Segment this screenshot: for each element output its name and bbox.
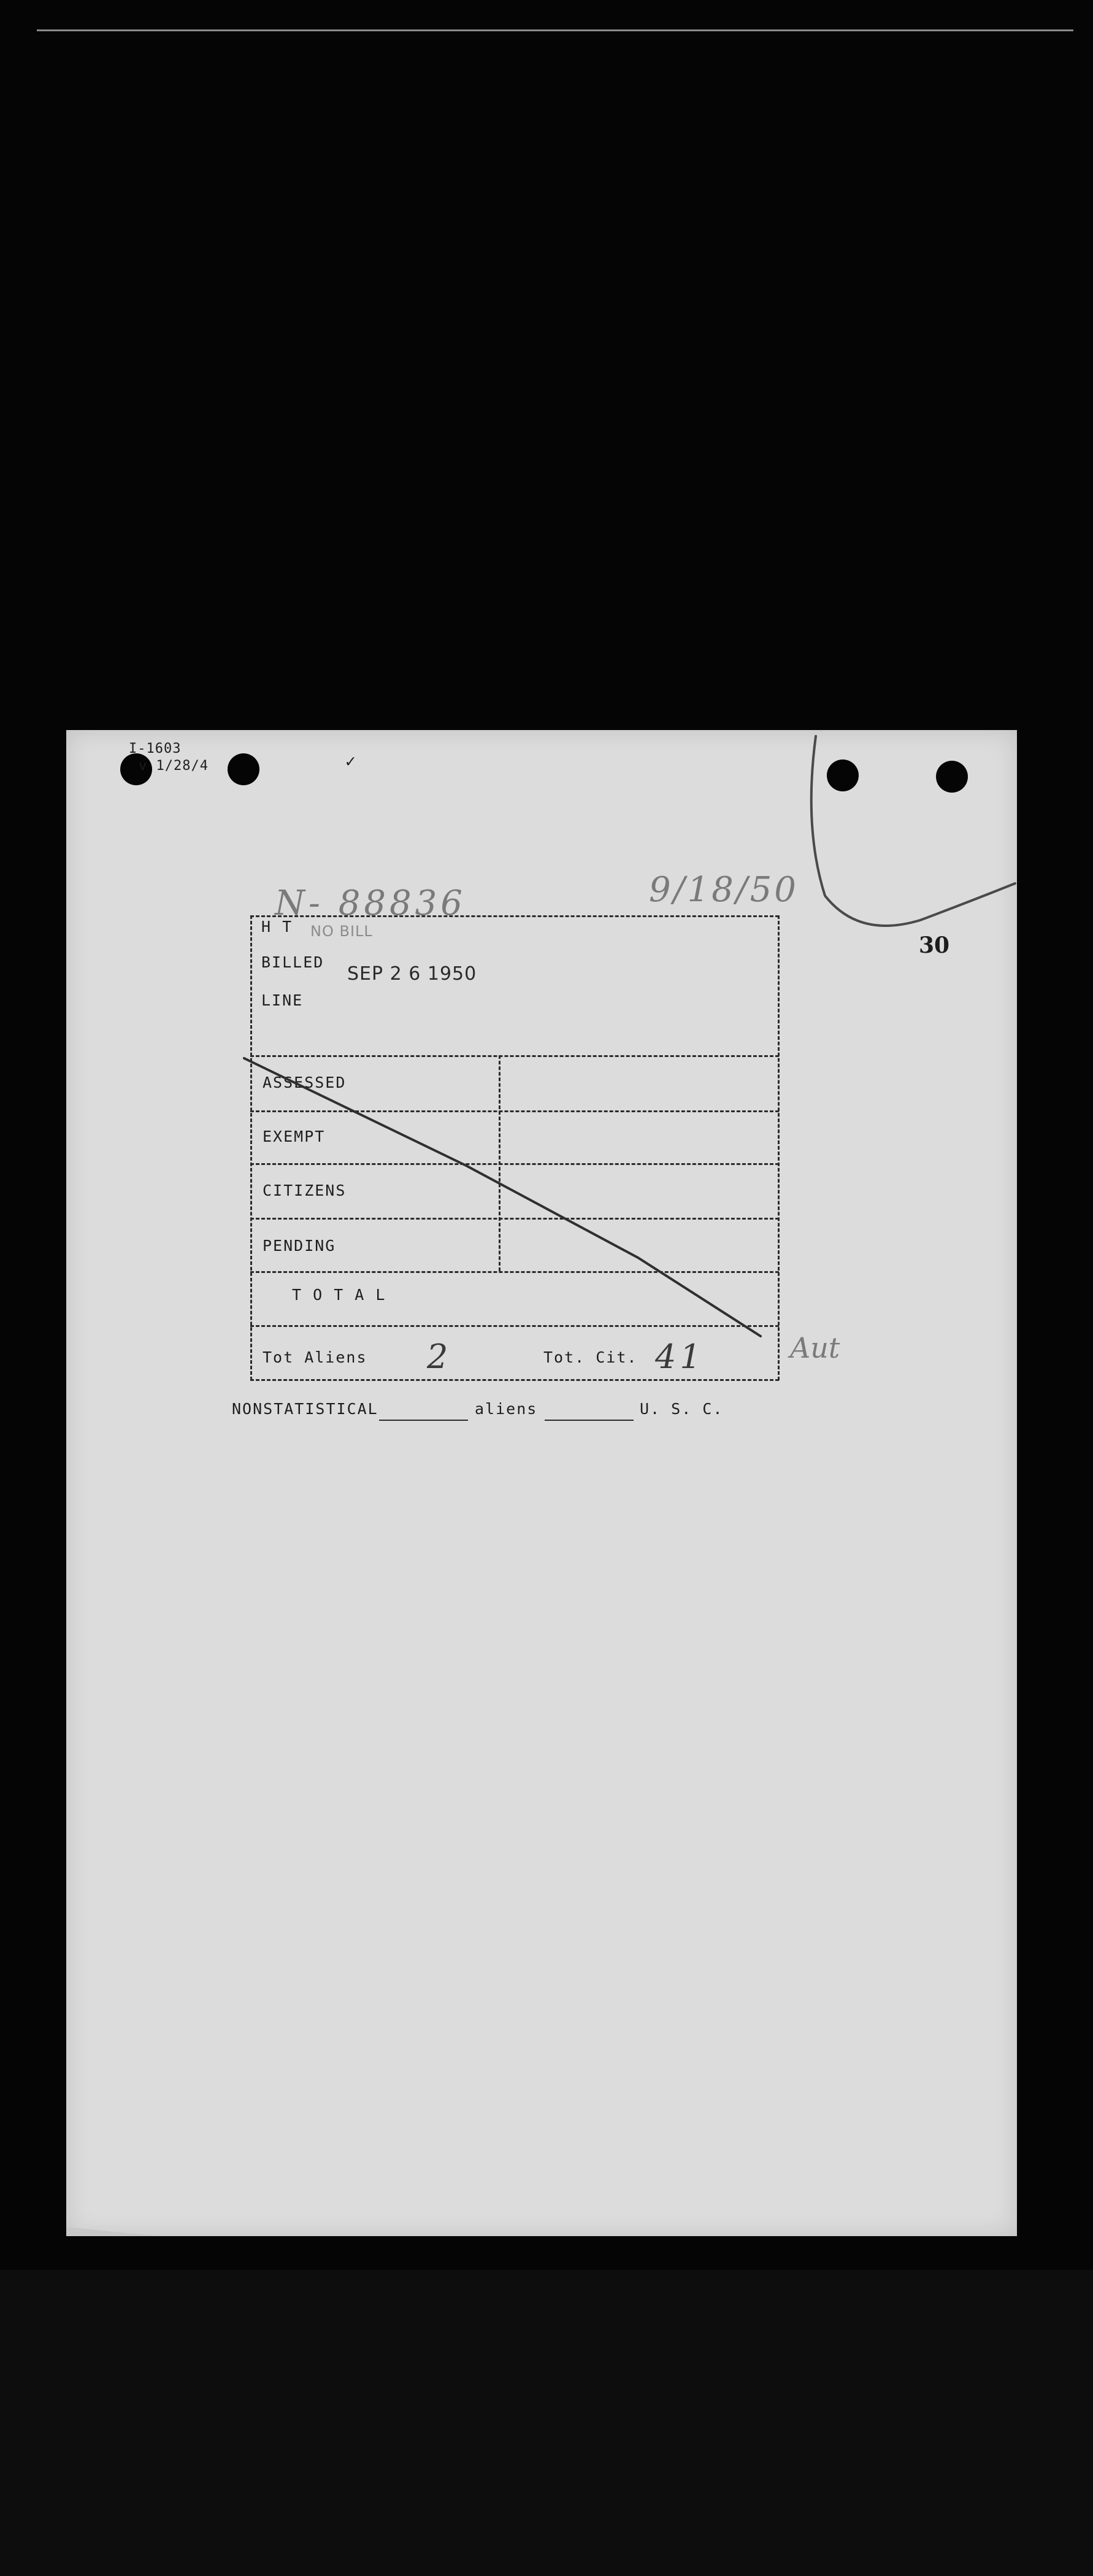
line-label: LINE bbox=[261, 991, 304, 1009]
billed-label: BILLED bbox=[261, 953, 324, 971]
tot-aliens-label: Tot Aliens bbox=[263, 1348, 367, 1366]
ht-label: H T bbox=[261, 918, 293, 936]
tot-cit-value: 41 bbox=[655, 1337, 705, 1376]
billed-date-stamp: SEP 2 6 1950 bbox=[347, 963, 477, 985]
page-number: 30 bbox=[919, 932, 950, 958]
row-label-pending: PENDING bbox=[263, 1237, 336, 1255]
row-label-exempt: EXEMPT bbox=[263, 1128, 326, 1145]
form-number: I-1603 bbox=[129, 741, 182, 756]
aliens-label: aliens bbox=[475, 1400, 538, 1418]
usc-label: U. S. C. bbox=[640, 1400, 724, 1418]
tot-aliens-value: 2 bbox=[427, 1337, 448, 1376]
handwritten-date: 9/18/50 bbox=[649, 870, 799, 910]
page-corner-fold bbox=[66, 2227, 159, 2236]
row-label-citizens: CITIZENS bbox=[263, 1182, 347, 1199]
tick-mark: ✓ bbox=[345, 751, 357, 771]
total-label: T O T A L bbox=[292, 1286, 386, 1304]
handwritten-initials: Aut bbox=[790, 1331, 840, 1364]
corner-bracket-stroke bbox=[811, 736, 1015, 926]
tot-cit-label: Tot. Cit. bbox=[543, 1348, 638, 1366]
handwritten-file-number: N- 88836 bbox=[275, 883, 466, 923]
nonstatistical-label: NONSTATISTICAL bbox=[232, 1400, 378, 1418]
form-revision: v 1/28/4 bbox=[139, 758, 209, 774]
no-bill-stamp: NO BILL bbox=[310, 923, 373, 940]
diagonal-strike-line bbox=[244, 1058, 761, 1336]
row-label-assessed: ASSESSED bbox=[263, 1074, 347, 1091]
